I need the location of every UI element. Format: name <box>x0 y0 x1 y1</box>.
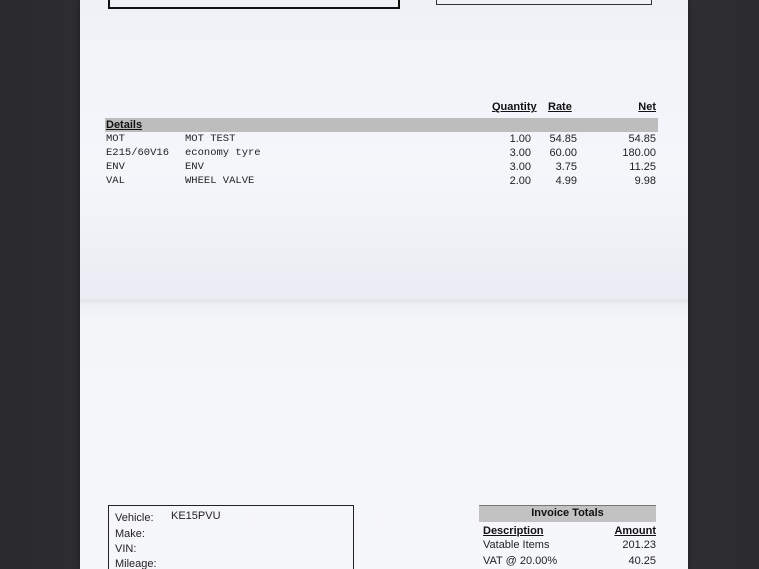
item-rate: 54.85 <box>549 133 577 145</box>
vehicle-registration: KE15PVU <box>171 510 221 522</box>
item-net: 54.85 <box>628 133 656 145</box>
totals-row-amount: 40.25 <box>628 555 656 567</box>
vehicle-info-box <box>108 505 354 569</box>
line-item-row <box>80 147 688 161</box>
totals-row-label: Vatable Items <box>483 539 550 551</box>
item-description: WHEEL VALVE <box>185 175 255 187</box>
invoice-paper <box>80 0 688 569</box>
item-rate: 4.99 <box>555 175 577 187</box>
item-description: MOT TEST <box>185 133 236 145</box>
totals-amount-header: Amount <box>614 525 656 537</box>
item-description: economy tyre <box>185 147 261 159</box>
details-section-label: Details <box>106 119 143 131</box>
item-rate: 60.00 <box>549 147 577 159</box>
totals-row-amount: 201.23 <box>622 539 656 551</box>
item-code: VAL <box>106 175 125 187</box>
totals-description-header: Description <box>483 525 544 537</box>
item-quantity: 1.00 <box>509 133 531 145</box>
line-item-row <box>80 175 688 189</box>
vin-label: VIN: <box>115 543 137 555</box>
item-net: 11.25 <box>629 161 656 173</box>
invoice-totals-title: Invoice Totals <box>531 507 604 519</box>
item-quantity: 3.00 <box>509 147 531 159</box>
rate-header: Rate <box>548 101 572 113</box>
quantity-header: Quantity <box>492 101 537 113</box>
vehicle-label: Vehicle: <box>115 512 154 524</box>
mileage-label: Mileage: <box>115 558 157 569</box>
net-header: Net <box>638 101 656 113</box>
make-label: Make: <box>115 528 145 540</box>
item-rate: 3.75 <box>555 161 577 173</box>
header-box-left <box>108 0 400 9</box>
paper-fold <box>80 298 688 304</box>
item-code: MOT <box>106 133 125 145</box>
totals-row-label: VAT @ 20.00% <box>483 555 558 567</box>
item-code: E215/60V16 <box>106 147 170 159</box>
item-quantity: 2.00 <box>509 175 531 187</box>
item-net: 180.00 <box>622 147 656 159</box>
item-quantity: 3.00 <box>509 161 531 173</box>
header-box-right <box>436 0 652 5</box>
line-item-row <box>80 133 688 147</box>
item-net: 9.98 <box>634 175 656 187</box>
details-section-bar <box>105 118 658 132</box>
item-code: ENV <box>106 161 125 173</box>
line-item-row <box>80 161 688 175</box>
item-description: ENV <box>185 161 204 173</box>
